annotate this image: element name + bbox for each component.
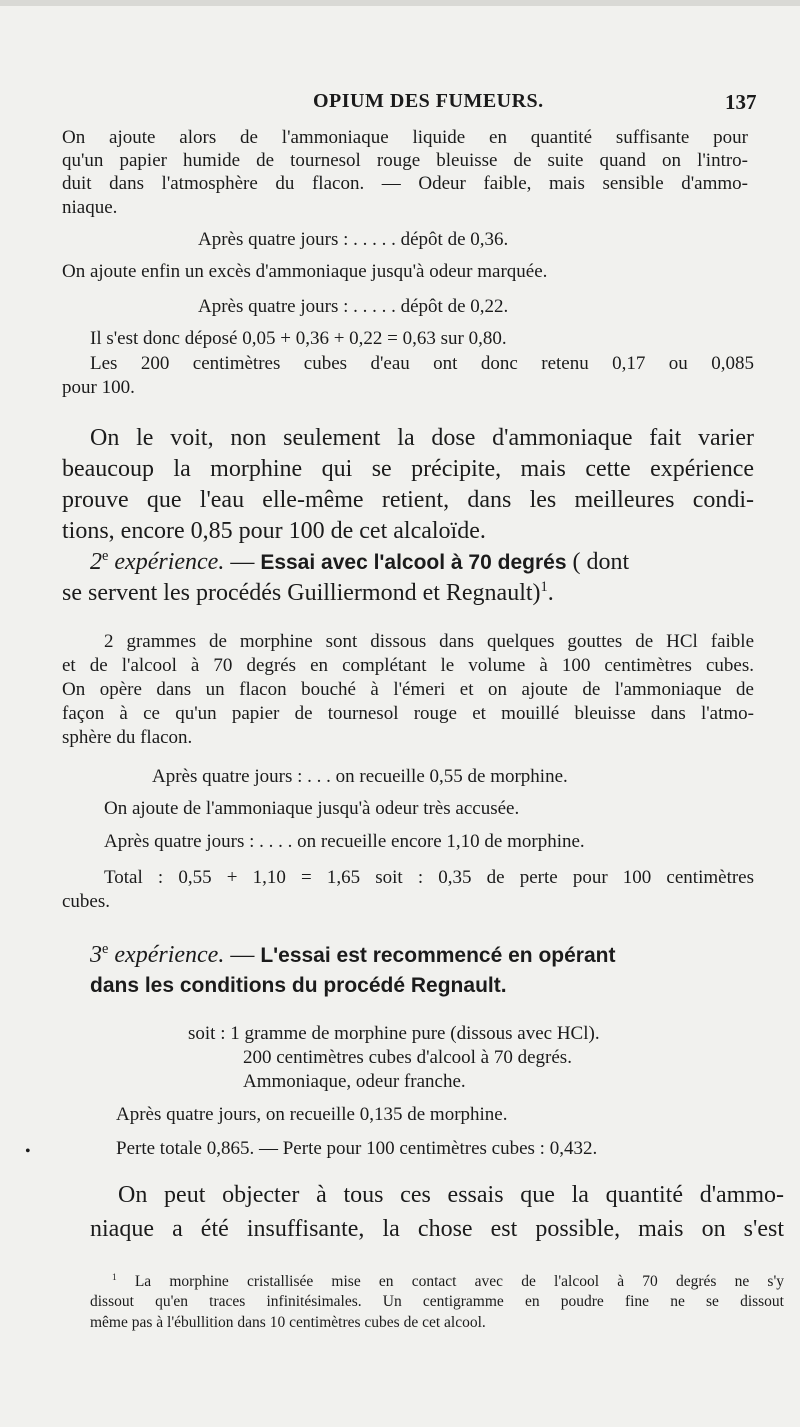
paragraph-line: On ajoute de l'ammoniaque jusqu'à odeur très accusée. [104,798,520,819]
footnote-text: La morphine cristallisée mise en contact avec de l'alcool à 70 degrés ne s'y [134,1273,784,1290]
heading-label: expérience. [114,942,225,968]
paragraph-line: duit dans l'atmosphère du flacon. — Odeur faible, mais sensible d'ammo- [62,173,748,194]
heading-title: Essai avec l'alcool à 70 degrés [260,551,567,574]
paragraph-line: tions, encore 0,85 pour 100 de cet alcaloïde. [62,518,486,544]
heading-dash: — [230,942,255,968]
footnote-marker: 1 [112,1272,117,1283]
heading-label: expérience. [114,549,225,575]
measurement-line: soit : 1 gramme de morphine pure (dissous avec HCl). [188,1023,600,1044]
measurement-line: Ammoniaque, odeur franche. [243,1071,466,1092]
heading-continuation: se servent les procédés Guilliermond et Regnault) [62,580,541,606]
paragraph-line: beaucoup la morphine qui se précipite, mais cette expérience [62,456,754,482]
paragraph-line: On opère dans un flacon bouché à l'émeri et on ajoute de l'ammoniaque de [62,679,754,700]
paragraph-line: Les 200 centimètres cubes d'eau ont donc retenu 0,17 ou 0,085 [90,353,754,374]
paragraph-line: niaque. [62,197,118,218]
measurement-line: Perte totale 0,865. — Perte pour 100 centimètres cubes : 0,432. [116,1138,598,1159]
footnote-line [112,1272,784,1292]
paragraph-line: sphère du flacon. [62,727,193,748]
paragraph-line: On ajoute enfin un excès d'ammoniaque jusqu'à odeur marquée. [62,261,548,282]
footnote-line: même pas à l'ébullition dans 10 centimètres cubes de cet alcool. [90,1314,486,1331]
paragraph-line: On le voit, non seulement la dose d'ammoniaque fait varier [90,425,754,451]
ordinal-superscript: e [102,548,109,564]
paragraph-line: et de l'alcool à 70 degrés en complétant le volume à 100 centimètres cubes. [62,655,754,676]
heading-label: 2 [90,549,102,575]
paragraph-line: 2 grammes de morphine sont dissous dans quelques gouttes de HCl faible [104,631,754,652]
paragraph-line: façon à ce qu'un papier de tournesol rouge et mouillé bleuisse dans l'atmo- [62,703,754,724]
footnote-reference: 1 [540,579,548,595]
paragraph-line: Total : 0,55 + 1,10 = 1,65 soit : 0,35 de perte pour 100 centimètres [104,867,754,888]
paragraph-line: niaque a été insuffisante, la chose est possible, mais on s'est [90,1216,784,1242]
measurement-line: Après quatre jours : . . . . . dépôt de 0,36. [198,229,509,250]
section-heading [90,547,629,578]
margin-mark: • [25,1143,31,1160]
paragraph-line: prouve que l'eau elle-même retient, dans les meilleures condi- [62,487,754,513]
page-number: 137 [725,90,757,114]
heading-title: L'essai est recommencé en opérant [260,944,616,967]
measurement-line: Après quatre jours : . . . on recueille 0,55 de morphine. [152,766,568,787]
measurement-line: Après quatre jours : . . . . . dépôt de 0,22. [198,296,509,317]
page-top-edge [0,0,800,6]
paragraph-line: On ajoute alors de l'ammoniaque liquide en quantité suffisante pour [62,127,748,148]
heading-end: . [547,580,554,606]
heading-label: 3 [90,942,102,968]
heading-paren: ( dont [572,549,630,575]
footnote-line: dissout qu'en traces infinitésimales. Un centigramme en poudre fine ne se dissout [90,1293,784,1310]
heading-title-continuation: dans les conditions du procédé Regnault. [90,974,507,997]
paragraph-line: On peut objecter à tous ces essais que la quantité d'ammo- [118,1182,784,1208]
paragraph-line: Il s'est donc déposé 0,05 + 0,36 + 0,22 = 0,63 sur 0,80. [90,328,507,349]
ordinal-superscript: e [102,941,109,957]
paragraph-line: qu'un papier humide de tournesol rouge bleuisse de suite quand on l'intro- [62,150,748,171]
running-header: OPIUM DES FUMEURS. [313,90,544,112]
paragraph-line: cubes. [62,891,111,912]
section-heading [90,940,615,971]
measurement-line: Après quatre jours : . . . . on recueille encore 1,10 de morphine. [104,831,585,852]
paragraph-line [62,578,554,608]
measurement-line: 200 centimètres cubes d'alcool à 70 degrés. [243,1047,572,1068]
measurement-line: Après quatre jours, on recueille 0,135 de morphine. [116,1104,508,1125]
paragraph-line: pour 100. [62,377,135,398]
heading-dash: — [230,549,255,575]
